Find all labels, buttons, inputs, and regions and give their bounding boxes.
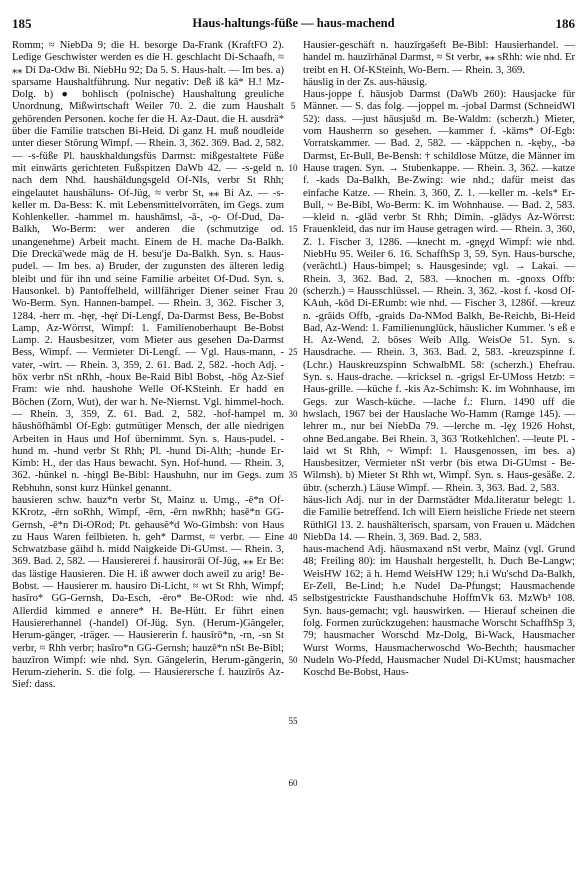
entry-hausier-geschaeft: Hausier-geschäft n. hauzīrgəšeft Be-Bibl: Hausierhandel. —handel m. hauzīrhānəl Darmst, ≈ St verbr, ⁎⁎ sRhh: wie nhd. Er treibt en H. Of-KSteinh, Wo-Bern. — Rhein. 3, 369. — [303, 40, 575, 76]
entry-haeuslig: häuslig in der Zs. aus-häusig. — [303, 76, 428, 88]
left-page-number: 185 — [12, 16, 32, 31]
line-number: 45 — [288, 593, 298, 603]
line-number: 55 — [288, 716, 298, 726]
line-number: 5 — [290, 101, 296, 111]
entry-haeus-lich: häus-lich Adj. nur in der Darmstädter Mda.literatur belegt: 1. die Familie betreffend. Ich will Eiern heisliche Friede net steern RüthlGl 13. 2. haushälterisch, sparsam, von Frauen u. Mädchen NiebDa 14. — Rhein. 3, 369. Bad. 2, 583. — [303, 494, 575, 543]
line-number: 30 — [288, 409, 298, 419]
right-page-number: 186 — [555, 16, 575, 31]
page-header — [12, 16, 575, 32]
line-number: 15 — [288, 224, 298, 234]
entry-haus-machend: haus-machend Adj. hāusmaxənd nSt verbr, Mainz (vgl. Grund 48; Freiling 80): im Haushalt hergestellt. h. Duch Be-Langw; WeisHW 162; ä h. Hemd WeisHW 129; h.i Wu'schd Da-Balkh, Er-Zell, Be-Lind; h.e Nudel Da-Pfungst; Hausmachende selbstgestrickte Fausthandschuhe HoffmVk 63. MzWb³ 108. Syn. haus-gemacht; vgl. hauswirken. — Hierauf scheinen die folg. Formen zurückzugehen: hausmache Worscht SchaffhSp 3, 79; hausmacher Worschd Mz-Dolg, Bi-Wack, Hausmacher Wurst Worms, Hausmacherwoschd Wo-Bechth; hausmacher Nudeln Wo-Pfedd, Hausmacher Nudel Di-KUmst; hausmacher Koschd Be-Bobst, Haus- — [303, 544, 575, 679]
right-column — [303, 40, 575, 679]
line-number: 35 — [288, 470, 298, 480]
line-number: 40 — [288, 532, 298, 542]
running-title: Haus-haltungs-füße — haus-machend — [192, 16, 395, 30]
entry-haus-joppe: Haus-joppe f. hāusjob Darmst (DaWb 260): Hausjacke für Männer. — S. das folg. —joppel m. -jobəl Darmst (SchneidWl 52): dass. —just hāusjušd m. Be-Waldm: (scherzh.) Mieter, vom Hausherrn so gesehen. —kammer f. -kāms* Of-Egb: Vorratskammer. — Bad. 2, 582. — -käppchen n. -kęby,, -bə Darmst, Er-Bull, Be-Bensh: † schildlose Mütze, die Männer im Hause tragen. Syn. → Stubenkappe. — Rhein. 3, 362. —katze f. -kads Da-Balkh, Be-Zwing: wie nhd.; dafür meist das einfache Katze. — Rhein. 3, 360, Z. 1. —keller m. -kels* Er-Bull, ~ Be-Bibl, Wo-Berm: K. im Wohnhause. — Bad. 2, 583. —kleid n. -glād verbr St Rhh; Dimin. -glādys Az-Wörrst: Frauenkleid, das nur im Hause getragen wird. — Rhein. 3, 360, Z. 1. Fischer 3, 1286. —knecht m. -gnęχd Wimpf: wie nhd. NiebHu 95. Weiler 6. 16. SchaffhSp 3, 59. Syn. Haus-bursche, (verächtl.) Haus-bimpel; s. Hausgesinde; vgl. → Lakai. — Rhein. 3, 362. Bad. 2, 583. —knochen m. -gnoxs Offb: (scherzh.) = Hausschlüssel. — Rhein. 3, 362. -kost f. -kosd Of-KAuh, -kōd Di-ERumb: wie nhd. — Fischer 3, 1286f. —kreuz n. -grāids Offb, -graids Da-NMod Balkh, Be-Reichb, Bi-Heid Bad, Az-Wend: 1. Familienunglück, häuslicher Kummer. 's eß e H. Az-Wend. 2. böses Weib Allg. WeisOe 51. Syn. s. Hausdrache. — Rhein. 3, 363. Bad. 2, 583. -kreuzspinne f. (Lchr.) Hauskreuzspinn SchwalbML 58: (scherzh.) Ehefrau. Syn. s. Haus-drache. —kricksel n. -grigsl Er-UMoss Hetzb: = Haus-grille. —küche f. -kis Az-Schimsh: K. im Wohnhause, im Gegs. zur Wasch-küche. —lache f.: Flurn. 1490 uff die hwslach, 1967 bei der Hauslache Wo-Hamm (Ramge 145). —lehrer m., nur bei NiebDa 79. —lerche m. -lęχ 1926 Hohst, ohne Bed.angabe. Bei Rhein. 3, 363 'Rotkehlchen'. —leute Pl. -laid wt St Rhh, ~ Wimpf: 1. Hausgenossen, im bes. a) Hausbesitzer, Vermieter nSt verbr (bis etwa Di-GUmst - Be-Wilmsh). b) Mieter St Rhh wt, Wimpf. Syn. s. Haus-gesäße. 2. übtr. (scherzh.) Läuse Wimpf. — Rhein. 3, 363. Bad. 2, 583. — [303, 89, 575, 494]
line-number: 25 — [288, 347, 298, 357]
line-number: 50 — [288, 655, 298, 665]
line-number: 60 — [288, 778, 298, 788]
line-number-gutter — [286, 40, 300, 870]
left-column — [12, 40, 284, 692]
entry-hausieren: hausieren schw. hauz*n verbr St, Mainz u. Umg., -ē*n Of-KKrotz, -ērn soRhh, Wimpf, -ērn, -ērn nwRhh; hasē*n GG-Gernsh, -ē*n Di-ORod; Pt. gehausē*d Wo-Gimbsh: von Haus zu Haus Waren feilbieten. h. geh* Darmst, ≈ verbr. — Eine Schwatzbase gāihd h. midd Naigkeide Di-GUmst. — Rhein. 3, 369. Bad. 2, 582. — Hausiererei f. hausirorāi Of-Jüg, ⁎⁎ Er Be: das lästige Hausieren. Die H. iß awwer doch aweil zu arig! Be-Bobst. — Hausierer m. hausiro Di-Licht, ≈ wt St Rhh, Wimpf; hasīro* GG-Gernsh, Da-Esch, -ēro* Be-ORod: wie nhd. Allerdid kimmed e annere* H. Be-Hütt. Er führt einen Hausiererhannel (-handel) Of-Jüg. Syn. (Herum-)Gängeler, Herum-gänger, -träger. — Hausiererin f. hausīrō*n, -rn, -sn St verbr, ≈ Rhh verbr; hasīro*n GG-Gernsh; hauzē*n nSt Be-Bibl; hauzīron Wimpf: wie nhd. Syn. Gängelerin, Herum-gängerin, Herum-zieherin. S. die folg. — Hausierersche f. hauzīrōs Az-Sief: dass. — [12, 494, 284, 691]
line-number: 10 — [288, 163, 298, 173]
entry-haushaltung: Romm; ≈ NiebDa 9; die H. besorge Da-Frank (KraftFO 2). Ledige Geschwister werden es die H. geschlacht Di-Schaafh, ≈ ⁎⁎ Di Da-Odw Bi. NiebHu 92; Da 5. S. Haus-halt. — Im bes. a) sparsame Haushaltführung. Nur negativ: Deß iß kā* H.! Mz-Dolg. b) ● bohlisch (polnische) Haushaltung greuliche Unordnung, Mißwirtschaft Weiler 70. 2. die zum Haushalt gehörenden Personen. koche fer die H. Az-Daut. die H. ausdrä* über die Familie tratschen Bi-Heid. Di ganz H. muß noudleide unter dieser Störung Wimpf. — Rhein. 3, 362. 369. Bad. 2, 582. — -s-füße Pl. hauskhaldungsfüs Darmst: mißgestaltete Füße mit einwärts gerichteten Fußspitzen DaWb 42. — -s-geld n. nach dem Nhd. haushäldungsgeld Of-NIs, verbr St Rhh; eingelautet haushäluns- Of-Jüg, ≈ verbr St, ⁎⁎ Bi Az. — -s-keller m. Da-Bess: K. mit Lebensmittelvorräten, im Gegs. zum Kohlenkeller. -hammel m. haushāmsl, -ā-, -ọ- Of-Dud, Da-Balkh, Wo-Berm: wer anderen die (schmutzige od. unangenehme) Arbeit macht. Einem de H. mache Da-Balkh. Die Dreckä'wede mäg de H. besu'je Da-Balkh. Syn. s. Haus-pudel. — Im bes. a) Bruder, der zugunsten des älteren ledig bleibt und für ihn und seine Familie arbeitet Of-Dud. Syn. s. Hausonkel. b) Pantoffelheld, willfähriger Diener seiner Frau Wo-Berm. Syn. Hannen-bampel. — Rhein. 3, 362. Fischer 3, 1284. -herr m. -hęr, -hęṙ Di-Lengf, Da-Darmst Bess, Be-Bobst Lamp, Az-Wörrst, Wimpf: 1. Familienoberhaupt Be-Bobst Lamp. 2. Hausbesitzer, vom Mieter aus gesehen Da-Darmst Bess, Wimpf. — Vermieter Di-Lengf. — Vgl. Haus-mann, -vater, -wirt. — Rhein. 3, 359, 2. 61. Bad. 2, 582. -hoch Adj. -hōx verbr nSt nRhh, -houx Be-Raid Bibl Bobst, -hōg Az-Sief Fram: wie nhd. haushohe Welle Of-KSteinh. Er hadd en Bōchen (Zorn, Wut), der war h. Ne-Niernst. Vgl. himmel-hoch. — Rhein. 3, 359, Z. 61. Bad. 2, 582. -hof-hampel m. hāushōfhāmbl Of-Egb: gutmütiger Mensch, der alle niedrigen Arbeiten in Haus und Hof übernimmt. Syn. s. Haus-pudel. -hund m. -hund verbr St Rhh; Pl. -hund Di-Alth; -hunde Er-Kimb: H., der das Haus bewacht. Syn. Hof-hund. — Rhein. 3, 362. -hünkel n. -hiŋgl Be-Bibl: Haushuhn, nur im Gegs. zum Rebhuhn, sonst kurz Hünkel genannt. — [12, 40, 284, 494]
line-number: 20 — [288, 286, 298, 296]
